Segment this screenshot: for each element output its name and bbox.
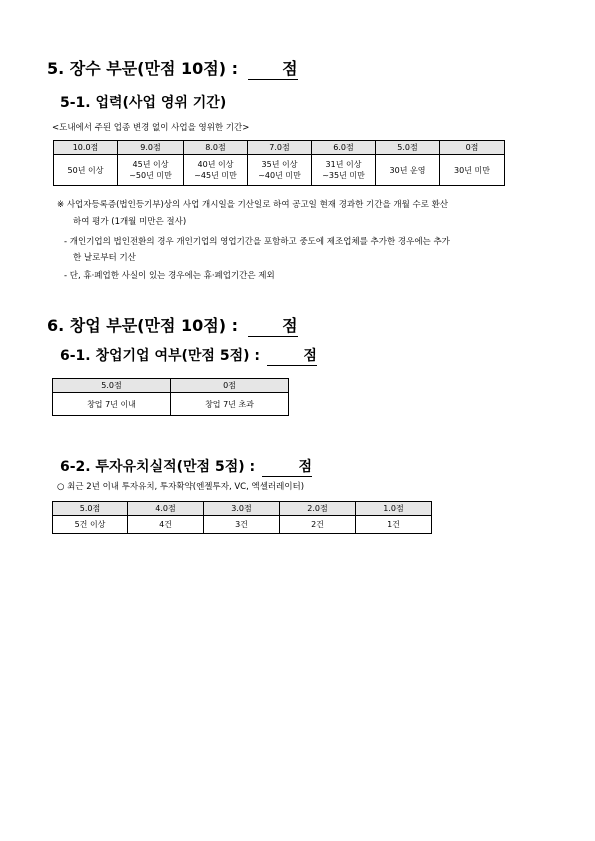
table-header-row bbox=[54, 141, 505, 155]
table-row bbox=[53, 393, 289, 416]
header-cell: 0점 bbox=[171, 379, 289, 393]
table-header-row bbox=[53, 379, 289, 393]
table-cell: 5건 이상 bbox=[53, 516, 128, 534]
header-cell: 8.0점 bbox=[184, 141, 248, 155]
table-cell: 창업 7년 이내 bbox=[53, 393, 171, 416]
section-6-1-title: 6-1. 창업기업 여부(만점 5점) : bbox=[60, 348, 260, 364]
header-cell: 2.0점 bbox=[280, 502, 356, 516]
table-header-row bbox=[53, 502, 432, 516]
section-6-1-heading bbox=[60, 345, 317, 366]
cell-line: 45년 이상 bbox=[132, 160, 169, 169]
table-cell bbox=[184, 155, 248, 186]
header-cell: 9.0점 bbox=[118, 141, 184, 155]
table-cell: 1건 bbox=[356, 516, 432, 534]
table-cell bbox=[248, 155, 312, 186]
section-6-unit: 점 bbox=[282, 316, 298, 335]
section-6-1-score-blank bbox=[267, 345, 317, 366]
note-2-line-2: 한 날로부터 기산 bbox=[73, 253, 136, 263]
table-cell bbox=[312, 155, 376, 186]
table-cell: 2건 bbox=[280, 516, 356, 534]
header-cell: 3.0점 bbox=[204, 502, 280, 516]
section-5-unit: 점 bbox=[282, 59, 298, 78]
section-6-2-score-blank bbox=[262, 456, 312, 477]
header-cell: 4.0점 bbox=[128, 502, 204, 516]
table-row bbox=[54, 155, 505, 186]
section-5-1-title: 5-1. 업력(사업 영위 기간) bbox=[60, 95, 227, 111]
tenure-score-table bbox=[53, 140, 505, 186]
section-6-title: 6. 창업 부문(만점 10점) : bbox=[47, 316, 238, 335]
section-6-2-unit: 점 bbox=[298, 459, 312, 475]
section-6-1-unit: 점 bbox=[303, 348, 317, 364]
table-cell bbox=[118, 155, 184, 186]
startup-score-table bbox=[52, 378, 289, 416]
table-cell bbox=[376, 155, 440, 186]
table-cell bbox=[54, 155, 118, 186]
section-5-1-caption: <도내에서 주된 업종 변경 없이 사업을 영위한 기간> bbox=[52, 123, 250, 133]
cell-line: 31년 이상 bbox=[325, 160, 362, 169]
header-cell: 0점 bbox=[440, 141, 505, 155]
cell-line: ~45년 미만 bbox=[194, 171, 237, 180]
header-cell: 10.0점 bbox=[54, 141, 118, 155]
cell-line: 30년 미만 bbox=[454, 165, 490, 175]
investment-score-table bbox=[52, 501, 432, 534]
header-cell: 5.0점 bbox=[376, 141, 440, 155]
header-cell: 7.0점 bbox=[248, 141, 312, 155]
table-cell: 4건 bbox=[128, 516, 204, 534]
cell-line: 35년 이상 bbox=[261, 160, 298, 169]
table-cell: 3건 bbox=[204, 516, 280, 534]
header-cell: 5.0점 bbox=[53, 502, 128, 516]
cell-line: 30년 운영 bbox=[389, 165, 426, 175]
section-5-heading bbox=[47, 56, 298, 80]
note-1-line-2: 하여 평가 (1개월 미만은 절사) bbox=[73, 217, 187, 227]
section-6-2-title: 6-2. 투자유치실적(만점 5점) : bbox=[60, 459, 256, 475]
section-6-score-blank bbox=[248, 313, 298, 337]
cell-line: 50년 이상 bbox=[67, 165, 104, 175]
cell-line: 40년 이상 bbox=[197, 160, 234, 169]
header-cell: 1.0점 bbox=[356, 502, 432, 516]
note-3: - 단, 휴·폐업한 사실이 있는 경우에는 휴·폐업기간은 제외 bbox=[64, 271, 275, 281]
section-5-title: 5. 장수 부문(만점 10점) : bbox=[47, 59, 238, 78]
cell-line: ~35년 미만 bbox=[322, 171, 365, 180]
table-cell bbox=[440, 155, 505, 186]
section-6-heading bbox=[47, 313, 298, 337]
table-row bbox=[53, 516, 432, 534]
section-6-2-heading bbox=[60, 456, 312, 477]
section-5-score-blank bbox=[248, 56, 298, 80]
note-1-line-1: ※ 사업자등록증(법인등기부)상의 사업 개시일을 기산일로 하여 공고일 현재 경과한 기간을 개월 수로 환산 bbox=[57, 200, 449, 210]
note-2-line-1: - 개인기업의 법인전환의 경우 개인기업의 영업기간을 포함하고 중도에 제조업체를 추가한 경우에는 추가 bbox=[64, 237, 450, 247]
cell-line: ~40년 미만 bbox=[258, 171, 301, 180]
cell-line: ~50년 미만 bbox=[129, 171, 172, 180]
header-cell: 6.0점 bbox=[312, 141, 376, 155]
section-6-2-caption: ○ 최근 2년 이내 투자유치, 투자확약(엔젤투자, VC, 엑셀러레이터) bbox=[57, 482, 305, 492]
table-cell: 창업 7년 초과 bbox=[171, 393, 289, 416]
header-cell: 5.0점 bbox=[53, 379, 171, 393]
